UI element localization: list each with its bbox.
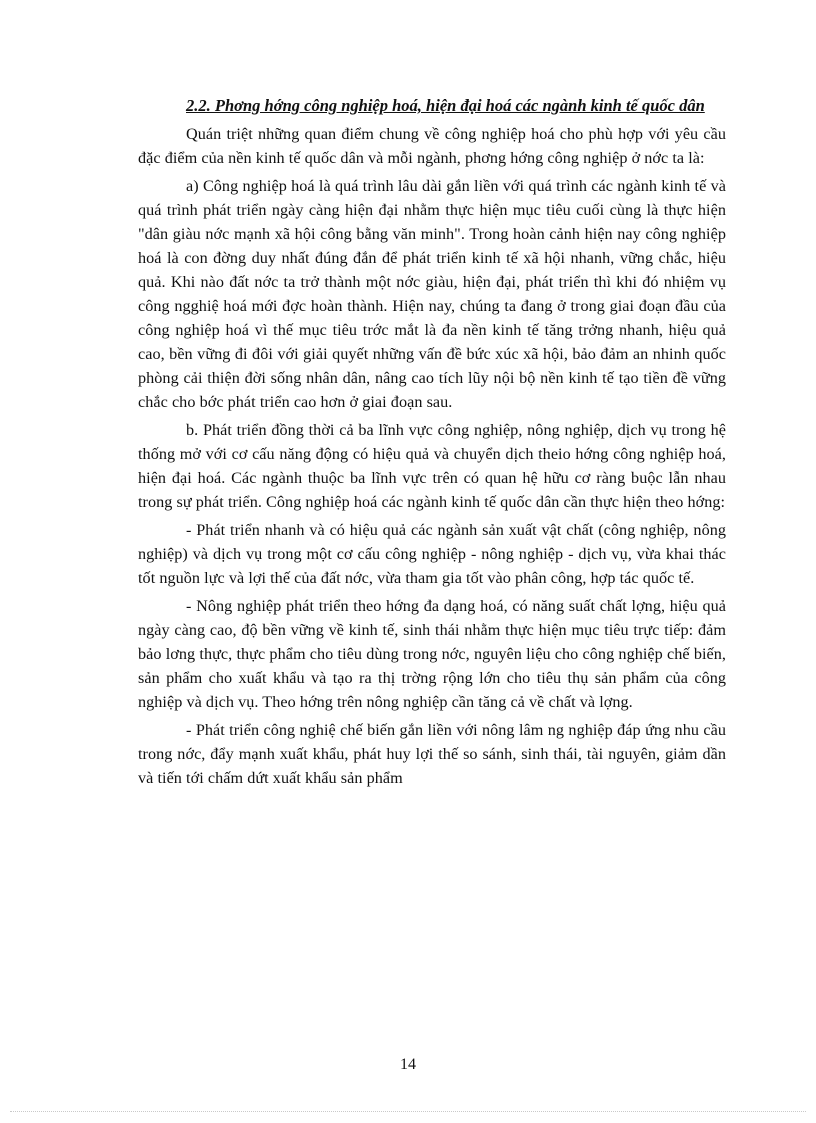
page-body — [138, 94, 726, 790]
paragraph-a: a) Công nghiệp hoá là quá trình lâu dài gắn liền với quá trình các ngành kinh tế và quá trình phát triển ngày càng hiện đại nhằm thực hiện mục tiêu cuối cùng là thực hiện "dân giàu nớc mạnh xã hội công bằng văn minh". Trong hoàn cảnh hiện nay công nghiệp hoá là con đờng duy nhất đúng đắn để phát triển kinh tế xã hội nhanh, vững chắc, hiệu quả. Khi nào đất nớc ta trở thành một nớc giàu, hiện đại, phát triển thì khi đó nhiệm vụ công ngghiệ hoá mới đợc hoàn thành. Hiện nay, chúng ta đang ở trong giai đoạn đầu của công nghiệp hoá vì thế mục tiêu trớc mắt là đa nền kinh tế tăng trởng nhanh, hiệu quả cao, bền vững đi đôi với giải quyết những vấn đề bức xúc xã hội, bảo đảm an nhinh quốc phòng cải thiện đời sống nhân dân, nâng cao tích lũy nội bộ nền kinh tế tạo tiền đề vững chắc cho bớc phát triển cao hơn ở giai đoạn sau. — [138, 177, 726, 411]
paragraph-intro: Quán triệt những quan điểm chung về công nghiệp hoá cho phù hợp với yêu cầu đặc điểm của nền kinh tế quốc dân và mỗi ngành, phơng hớng công nghiệp ở nớc ta là: — [138, 125, 726, 167]
paragraph-b: b. Phát triển đồng thời cả ba lĩnh vực công nghiệp, nông nghiệp, dịch vụ trong hệ thống mở với cơ cấu năng động có hiệu quả và chuyển dịch theio hớng công nghiệp hoá, hiện đại hoá. Các ngành thuộc ba lĩnh vực trên có quan hệ hữu cơ ràng buộc lẫn nhau trong sự phát triển. Công nghiệp hoá các ngành kinh tế quốc dân cần thực hiện theo hớng: — [138, 421, 726, 511]
bullet-paragraph-3: - Phát triển công nghiệ chế biến gắn liền với nông lâm ng nghiệp đáp ứng nhu cầu trong nớc, đẩy mạnh xuất khẩu, phát huy lợi thế so sánh, sinh thái, tài nguyên, giảm dần và tiến tới chấm dứt xuất khẩu sản phẩm — [138, 721, 726, 787]
bullet-paragraph-2: - Nông nghiệp phát triển theo hớng đa dạng hoá, có năng suất chất lợng, hiệu quả ngày càng cao, độ bền vững về kinh tế, sinh thái nhằm thực hiện mục tiêu trực tiếp: đảm bảo lơng thực, thực phẩm cho tiêu dùng trong nớc, nguyên liệu cho công nghiệp chế biến, sản phẩm cho xuất khẩu và tạo ra thị trờng rộng lớn cho tiêu thụ sản phẩm của công nghiệp và dịch vụ. Theo hớng trên nông nghiệp cần tăng cả về chất và lợng. — [138, 597, 726, 711]
section-heading: 2.2. Phơng hớng công nghiệp hoá, hiện đại hoá các ngành kinh tế quốc dân — [186, 96, 705, 115]
page-bottom-divider — [10, 1111, 806, 1112]
bullet-paragraph-1: - Phát triển nhanh và có hiệu quả các ngành sản xuất vật chất (công nghiệp, nông nghiệp) và dịch vụ trong một cơ cấu công nghiệp - nông nghiệp - dịch vụ, vừa khai thác tốt nguồn lực và lợi thế của đất nớc, vừa tham gia tốt vào phân công, hợp tác quốc tế. — [138, 521, 726, 587]
page-number: 14 — [400, 1056, 416, 1073]
